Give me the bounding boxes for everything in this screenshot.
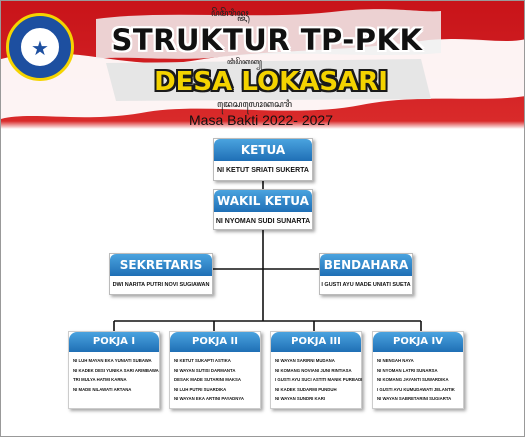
bendahara-box [319,253,413,295]
pokja-member: NI MADE NILAWATI ARTANA [73,386,132,392]
pokja-member: NI WAYAN SUTISI DARMANTA [174,367,236,373]
page-title: STRUKTUR TP-PKK [111,23,423,57]
wakil-ketua-name: NI NYOMAN SUDI SUNARTA [215,218,311,225]
star-icon: ★ [31,36,49,60]
pokja-member: NI KADEK DESI YUNIKA SARI ARIMBAWA [73,367,159,373]
javanese-script-top: ꦥꦼꦩꦼꦫꦶꦤ꧀ꦠꦃ [211,9,249,19]
ketua-title: KETUA [214,139,312,161]
pokja-3-title: POKJA III [271,332,361,352]
pokja-member: NI WAYAN SUNDRI KARI [275,396,326,402]
pokja-3-members [271,352,361,404]
page-subtitle: DESA LOKASARI [154,67,388,97]
logo-center [19,26,61,68]
javanese-script-bottom: ꦢꦺꦱꦭꦺꦴꦏꦱꦫꦶ [217,100,293,110]
sekretaris-title: SEKRETARIS [110,254,212,276]
pokja-member: NI KOMANG JAYANTI SUWARDIKA [377,377,449,383]
pokja-1-box [68,331,160,409]
pokja-member: NI KOMANG NOVIANI JUNI RINTIASA [275,367,352,373]
pokja-4-title: POKJA IV [373,332,463,352]
pokja-2-members [170,352,260,404]
pokja-member: NI NYOMAN LATRI SUNARSA [377,367,438,373]
pokja-member: NI KADEK SUDARMI PUNDUH [275,386,337,392]
pokja-member: DESAK MADE SUTARINI MAKSA [174,377,242,383]
pokja-2-title: POKJA II [170,332,260,352]
service-period: Masa Bakti 2022- 2027 [189,112,333,128]
pokja-3-box [270,331,362,409]
pokja-member: NI WAYAN SABRETARINI SUGIARTA [377,396,452,402]
ketua-box [213,138,313,181]
pokja-member: I GUSTI AYU SUCI ASTITI MANIK PURBADI [275,377,363,383]
ketua-name: NI KETUT SRIATI SUKERTA [217,167,309,174]
pokja-4-box [372,331,464,409]
pokja-member: NI WAYAN SARIRNI MUDANA [275,358,335,363]
pokja-member: TRI MULYA HATMI KARNA [73,377,127,383]
sekretaris-box [109,253,213,295]
bendahara-title: BENDAHARA [320,254,412,276]
wakil-ketua-box [213,189,313,230]
pokja-4-members [373,352,463,404]
sekretaris-name: DWI NARITA PUTRI NOVI SUGIAWAN [112,282,210,288]
pokja-member: I GUSTI AYU KUMUDAWATI JELANTIK [377,386,455,392]
pokja-member: NI KETUT SUKAPTI ASTIKA [174,358,231,363]
pokja-1-members [69,352,159,394]
pokja-member: NI LUH MAYAN EKA YUNIATI SUBAWA [73,358,152,363]
pokja-1-title: POKJA I [69,332,159,352]
javanese-script-mid: ꦠꦶꦥꦼꦏꦏ꧀ [227,58,262,66]
pokja-member: NI LUH PUTRI SUARDIKA [174,386,227,392]
pkk-logo [6,13,74,81]
pokja-member: NI NENGAH NAYA [377,358,414,363]
wakil-ketua-title: WAKIL KETUA [214,190,312,212]
pokja-2-box [169,331,261,409]
bendahara-name: I GUSTI AYU MADE UNIATI SUETA [321,282,411,288]
pokja-member: NI WAYAN EKA ARTINI PAYADNYA [174,396,244,402]
